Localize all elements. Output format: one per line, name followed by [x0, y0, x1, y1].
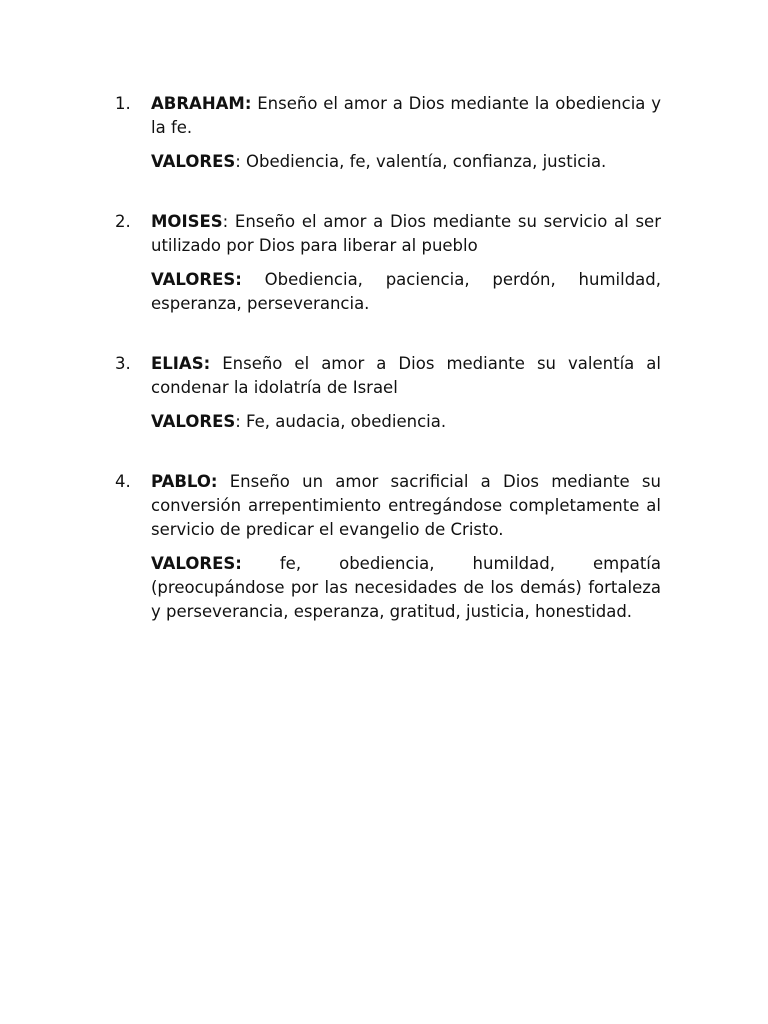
numbered-list	[115, 92, 661, 660]
item-description	[151, 470, 661, 542]
list-number: 3.	[115, 354, 131, 373]
item-values	[151, 150, 661, 174]
item-description	[151, 210, 661, 258]
values-label: VALORES:	[151, 554, 242, 573]
item-name: ABRAHAM:	[151, 94, 252, 113]
values-label: VALORES:	[151, 270, 242, 289]
values-text: : Obediencia, fe, valentía, confianza, justicia.	[235, 152, 607, 171]
values-text: : Fe, audacia, obediencia.	[235, 412, 447, 431]
list-number: 2.	[115, 212, 131, 231]
item-description-text: Enseño el amor a Dios mediante la obediencia y la fe.	[151, 94, 661, 137]
item-name: MOISES	[151, 212, 223, 231]
item-description	[151, 92, 661, 140]
item-values	[151, 268, 661, 316]
list-item-moises	[115, 210, 661, 316]
list-item-elias	[115, 352, 661, 434]
item-name: PABLO:	[151, 472, 218, 491]
item-values	[151, 410, 661, 434]
values-label: VALORES	[151, 412, 236, 431]
item-name: ELIAS:	[151, 354, 211, 373]
list-item-pablo	[115, 470, 661, 624]
values-text: fe, obediencia, humildad, empatía (preocupándose por las necesidades de los demás) fortaleza y perseverancia, esperanza, gratitud, justicia, honestidad.	[151, 554, 661, 621]
values-label: VALORES	[151, 152, 236, 171]
item-description-text: : Enseño el amor a Dios mediante su servicio al ser utilizado por Dios para liberar al pueblo	[151, 212, 661, 255]
values-text: Obediencia, paciencia, perdón, humildad, esperanza, perseverancia.	[151, 270, 661, 313]
item-description-text: Enseño el amor a Dios mediante su valentía al condenar la idolatría de Israel	[151, 354, 661, 397]
item-values	[151, 552, 661, 624]
list-item-abraham	[115, 92, 661, 174]
item-description-text: Enseño un amor sacrificial a Dios mediante su conversión arrepentimiento entregándose completamente al servicio de predicar el evangelio de Cristo.	[151, 472, 661, 539]
item-description	[151, 352, 661, 400]
list-number: 4.	[115, 472, 131, 491]
list-number: 1.	[115, 94, 131, 113]
